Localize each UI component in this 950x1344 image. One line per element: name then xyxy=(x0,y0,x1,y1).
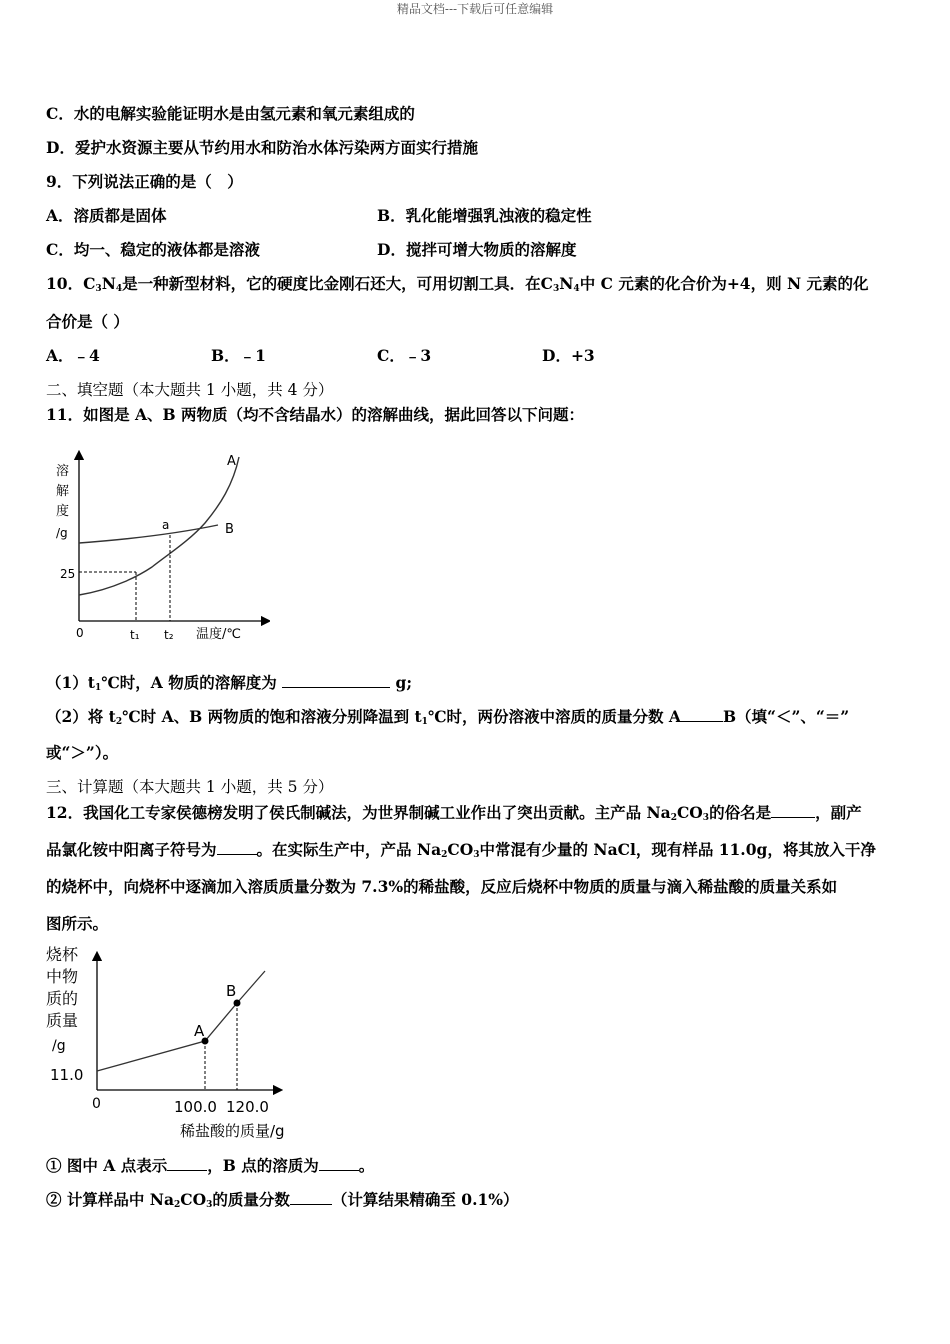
x-tick-t1: t₁ xyxy=(130,628,140,642)
q9-option-a: A．溶质都是固体 xyxy=(46,206,167,225)
q9-option-c: C．均一、稳定的液体都是溶液 xyxy=(46,240,260,259)
q8-option-c: C．水的电解实验能证明水是由氢元素和氧元素组成的 xyxy=(46,104,415,123)
point-b-label: B xyxy=(226,982,237,1000)
q11-part-1: $(1)t_1℃$时，A 物质的溶解度为 g; xyxy=(46,673,413,693)
x-tick-t2: t₂ xyxy=(164,628,174,642)
q11-part-2-line2: 或“＞”）。 xyxy=(46,743,119,762)
q11-stem: 11．如图是 A、B 两物质（均不含结晶水）的溶解曲线，据此回答以下问题： xyxy=(46,405,584,424)
y-axis-label-4: /g xyxy=(56,526,68,540)
answer-blank[interactable] xyxy=(771,803,815,818)
answer-blank[interactable] xyxy=(681,707,723,722)
q8-option-d: D．爱护水资源主要从节约用水和防治水体污染两方面实行措施 xyxy=(46,138,478,157)
answer-blank[interactable] xyxy=(217,840,257,855)
x-axis-label: 温度/℃ xyxy=(196,627,241,642)
q12-line-3: 的烧杯中，向烧杯中逐滴加入溶质质量分数为 7.3%的稀盐酸，反应后烧杯中物质的质量与滴入稀盐酸的质量关系如 xyxy=(46,877,838,896)
origin-label: 0 xyxy=(76,626,84,640)
q12-sub-2: ② 计算样品中 $Na_2CO_3$的质量分数 （计算结果精确至 0.1%） xyxy=(46,1190,519,1210)
q10-stem: 10．$C_3N_4$是一种新型材料，它的硬度比金刚石还大，可用切割工具．在$C_3N_4$中 C 元素的化合价为+4，则 N 元素的化 xyxy=(46,274,869,294)
y-axis-label-5: /g xyxy=(52,1038,66,1054)
y-axis-label-2: 解 xyxy=(56,484,70,499)
q10-option-a: A．﹣4 xyxy=(46,346,100,365)
q12-sub-1: ① 图中 A 点表示 ，B 点的溶质为 。 xyxy=(46,1156,375,1175)
mass-line xyxy=(97,971,265,1071)
point-a-label: A xyxy=(194,1022,205,1040)
mass-relationship-chart xyxy=(40,940,310,1145)
y-axis-label-1: 溶 xyxy=(56,464,70,479)
x-tick-100: 100.0 xyxy=(174,1098,217,1116)
answer-blank[interactable] xyxy=(290,1190,332,1205)
q9-option-d: D．搅拌可增大物质的溶解度 xyxy=(377,240,577,259)
point-b xyxy=(234,1000,241,1007)
y-axis-label-1: 烧杯 xyxy=(46,945,79,964)
y-axis-label-2: 中物 xyxy=(46,967,79,986)
q12-line-2: 品氯化铵中阳离子符号为 。在实际生产中，产品 $Na_2CO_3$中常混有少量的 NaCl，现有样品 11.0g，将其放入干净 xyxy=(46,840,876,860)
curve-a-label: A xyxy=(227,454,236,469)
q12-line-4: 图所示。 xyxy=(46,914,109,933)
origin-label: 0 xyxy=(92,1096,101,1112)
x-tick-120: 120.0 xyxy=(226,1098,269,1116)
section-2-heading: 二、填空题（本大题共 1 小题，共 4 分） xyxy=(46,381,334,399)
q9-option-b: B．乳化能增强乳浊液的稳定性 xyxy=(377,206,592,225)
y-tick-11: 11.0 xyxy=(50,1066,84,1084)
q12-line-1: 12．我国化工专家侯德榜发明了侯氏制碱法，为世界制碱工业作出了突出贡献。主产品 $Na_2CO_3$的俗名是 ，副产 xyxy=(46,803,862,823)
section-3-heading: 三、计算题（本大题共 1 小题，共 5 分） xyxy=(46,778,334,796)
q10-option-b: B．﹣1 xyxy=(211,346,266,365)
y-axis-label-3: 质的 xyxy=(46,989,79,1008)
q9-stem: 9．下列说法正确的是（ ） xyxy=(46,172,243,191)
q10-stem-line2: 合价是（ ） xyxy=(46,312,129,331)
q10-option-c: C．﹣3 xyxy=(377,346,432,365)
answer-blank[interactable] xyxy=(282,673,390,688)
curve-b xyxy=(79,525,218,543)
answer-blank[interactable] xyxy=(167,1156,207,1171)
y-tick-25: 25 xyxy=(60,567,76,581)
curve-b-label: B xyxy=(225,522,234,537)
intersection-label: a xyxy=(162,518,170,532)
q10-option-d: D．+3 xyxy=(542,346,595,365)
y-axis-label-4: 质量 xyxy=(46,1011,79,1030)
x-axis-label: 稀盐酸的质量/g xyxy=(180,1122,285,1140)
answer-blank[interactable] xyxy=(319,1156,359,1171)
y-axis-label-3: 度 xyxy=(56,504,70,519)
q11-part-2: （2）将 $t_2℃$时 A、B 两物质的饱和溶液分别降温到 $t_1℃$时，两份溶液中溶质的质量分数 A B（填“＜”、“＝” xyxy=(46,707,850,727)
solubility-curve-chart xyxy=(40,445,270,650)
page-header: 精品文档---下载后可任意编辑 xyxy=(396,2,554,16)
